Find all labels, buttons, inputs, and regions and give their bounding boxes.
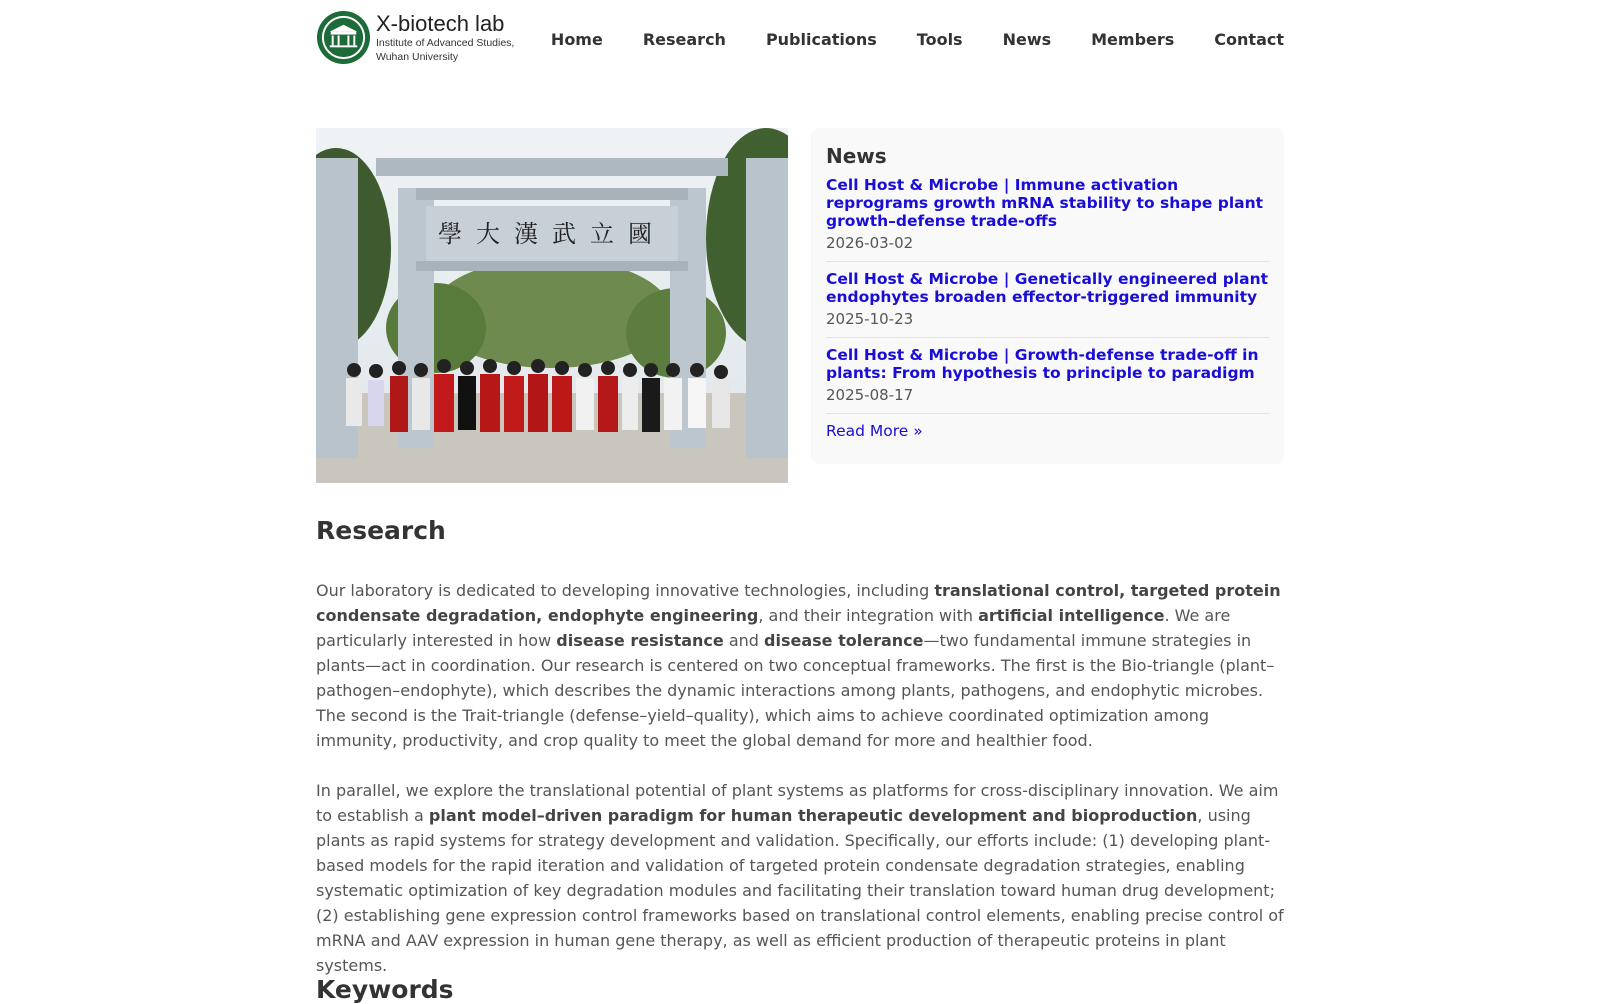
nav-members[interactable]: Members <box>1091 30 1175 49</box>
news-item-title-link[interactable]: Cell Host & Microbe | Immune activation reprograms growth mRNA stability to shape plant growth–defense trade-offs <box>826 176 1264 230</box>
news-item-date: 2025-10-23 <box>826 310 914 328</box>
research-description <box>316 578 1284 1003</box>
news-item <box>826 346 1269 414</box>
text-span: —two fundamental immune strategies in plants—act in coordination. Our research is centered on two conceptual frameworks. The first is the Bio-triangle (plant–pathogen–endophyte), which describes the dynamic interactions among plants, pathogens, and endophytic microbes. The second is the Trait-triangle (defense–yield–quality), which aims to achieve coordinated optimization among immunity, productivity, and crop quality to meet the global demand for more and healthier food. <box>316 631 1275 750</box>
news-item-date: 2026-03-02 <box>826 234 914 252</box>
nav-tools[interactable]: Tools <box>916 30 963 49</box>
bold-span: disease tolerance <box>764 631 924 650</box>
news-panel <box>811 128 1284 464</box>
text-span: , and their integration with <box>758 606 979 625</box>
text-span: and <box>723 631 765 650</box>
page <box>316 0 1284 1004</box>
research-paragraph-2 <box>316 778 1284 978</box>
research-paragraph-1 <box>316 578 1284 753</box>
news-read-more-link[interactable]: Read More » <box>826 422 923 440</box>
bold-span: disease resistance <box>556 631 724 650</box>
news-item <box>826 270 1269 338</box>
text-span: In parallel, we explore the translational potential of plant systems as platforms for cross-disciplinary innovation. We aim to establish a <box>316 781 1279 825</box>
nav-publications[interactable]: Publications <box>765 30 877 49</box>
nav-home[interactable]: Home <box>550 30 603 49</box>
bold-span: plant model–driven paradigm for human therapeutic development and bioproduction <box>428 806 1198 825</box>
bold-span: artificial intelligence <box>978 606 1165 625</box>
nav-research[interactable]: Research <box>642 30 726 49</box>
news-heading: News <box>826 144 887 168</box>
news-item-title-link[interactable]: Cell Host & Microbe | Genetically engineered plant endophytes broaden effector-triggered immunity <box>826 270 1269 306</box>
text-span: . We are particularly interested in how <box>316 606 1231 650</box>
main-nav <box>511 30 1284 49</box>
lab-group-photo <box>316 128 788 483</box>
news-item-title-link[interactable]: Cell Host & Microbe | Growth-defense trade-off in plants: From hypothesis to principle to paradigm <box>826 346 1259 382</box>
text-span: , using plants as rapid systems for strategy development and validation. Specifically, our efforts include: (1) developing plant-based models for the rapid iteration and validation of targeted protein condensate degradation strategies, enabling systematic optimization of key degradation modules and facilitating their translation toward human drug development; (2) establishing gene expression control frameworks based on translational control elements, enabling precise control of mRNA and AAV expression in human gene therapy, as well as efficient production of therapeutic proteins in plant systems. <box>316 806 1284 975</box>
university-seal-icon <box>316 10 371 65</box>
logo-subtitle-line1: Institute of Advanced Studies, <box>376 36 515 49</box>
keywords-heading: Keywords <box>316 975 454 1004</box>
nav-news[interactable]: News <box>1002 30 1052 49</box>
news-item <box>826 176 1269 262</box>
logo-title: X-biotech lab <box>376 10 505 36</box>
news-item-date: 2025-08-17 <box>826 386 914 404</box>
site-logo[interactable] <box>316 10 514 65</box>
site-header <box>316 0 1284 80</box>
research-heading: Research <box>316 516 446 545</box>
logo-subtitle-line2: Wuhan University <box>376 50 459 63</box>
svg-text:學大漢武立國: 學大漢武立國 <box>438 220 666 248</box>
bold-span: translational control, targeted protein condensate degradation, endophyte engineering <box>316 581 1281 625</box>
text-span: Our laboratory is dedicated to developing innovative technologies, including <box>316 581 935 600</box>
nav-contact[interactable]: Contact <box>1214 30 1284 49</box>
